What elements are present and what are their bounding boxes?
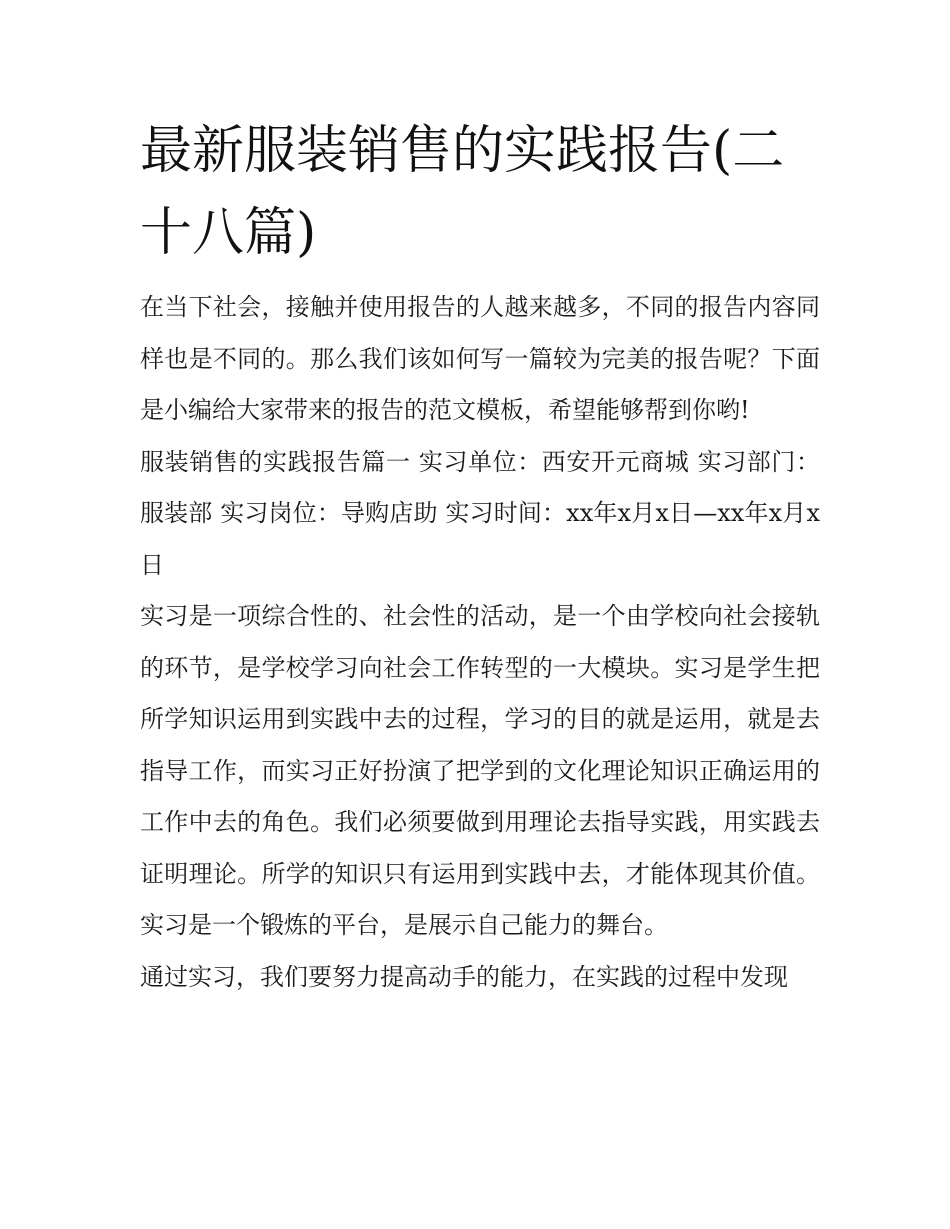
document-title: 最新服装销售的实践报告(二十八篇) <box>140 121 785 263</box>
paragraph-through-internship: 通过实习，我们要努力提高动手的能力，在实践的过程中发现 <box>140 962 788 991</box>
paragraph-intro: 在当下社会，接触并使用报告的人越来越多，不同的报告内容同样也是不同的。那么我们该如何写一篇较为完美的报告呢？下面是小编给大家带来的报告的范文模板，希望能够帮到你哟! <box>140 293 820 424</box>
paragraph-internship-meaning: 实习是一项综合性的、社会性的活动，是一个由学校向社会接轨的环节，是学校学习向社会工作转型的一大模块。实习是学生把所学知识运用到实践中去的过程，学习的目的就是运用，就是去指导工作，而实习正好扮演了把学到的文化理论知识正确运用的工作中去的角色。我们必须要做到用理论去指导实践，用实践去证明理论。所学的知识只有运用到实践中去，才能体现其价值。实习是一个锻炼的平台，是展示自己能力的舞台。 <box>140 602 820 939</box>
document-body <box>140 110 820 1003</box>
paragraph-internship-info: 服装销售的实践报告篇一 实习单位：西安开元商城 实习部门：服装部 实习岗位：导购店助 实习时间：xx年x月x日—xx年x月x日 <box>140 447 820 579</box>
